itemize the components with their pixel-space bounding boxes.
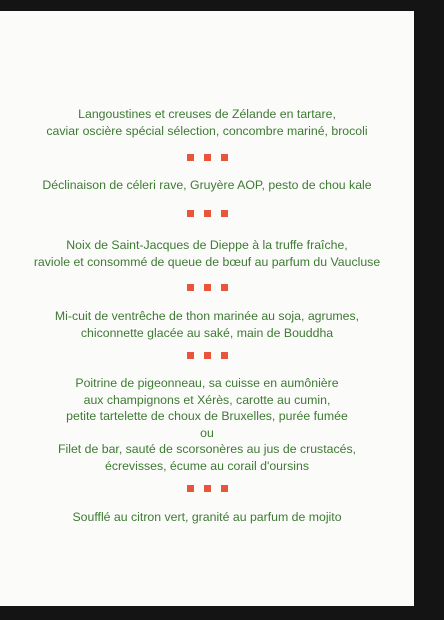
divider-square (204, 284, 211, 291)
course-4 (0, 308, 414, 341)
divider-3 (0, 284, 414, 291)
divider-5 (0, 485, 414, 492)
divider-square (221, 154, 228, 161)
divider-2 (0, 210, 414, 217)
divider-square (187, 154, 194, 161)
course-5-line-6: écrevisses, écume au corail d'oursins (105, 458, 309, 473)
course-5-line-3: petite tartelette de choux de Bruxelles, purée fumée (66, 409, 348, 423)
course-3-line-1: Noix de Saint-Jacques de Dieppe à la truffe fraîche, (66, 238, 348, 252)
divider-square (187, 352, 194, 359)
divider-square (221, 210, 228, 217)
divider-1 (0, 154, 414, 161)
menu-card (0, 11, 414, 606)
course-1-line-2: caviar oscière spécial sélection, concombre mariné, brocoli (46, 123, 368, 138)
course-4-line-2: chiconnette glacée au saké, main de Bouddha (80, 325, 334, 340)
course-2 (0, 177, 414, 194)
divider-square (221, 284, 228, 291)
divider-square (187, 210, 194, 217)
course-1 (0, 106, 414, 139)
divider-square (187, 284, 194, 291)
divider-4 (0, 352, 414, 359)
course-3-line-2: raviole et consommé de queue de bœuf au parfum du Vaucluse (33, 254, 381, 269)
divider-square (221, 352, 228, 359)
divider-square (221, 485, 228, 492)
divider-square (204, 485, 211, 492)
course-5-line-2: aux champignons et Xérès, carotte au cumin, (83, 392, 331, 407)
course-5-line-5: Filet de bar, sauté de scorsonères au jus de crustacés, (57, 442, 357, 456)
course-5 (0, 375, 414, 474)
course-3 (0, 237, 414, 270)
course-5-line-1: Poitrine de pigeonneau, sa cuisse en aumônière (75, 376, 339, 390)
divider-square (204, 154, 211, 161)
divider-square (187, 485, 194, 492)
course-1-line-1: Langoustines et creuses de Zélande en tartare, (78, 107, 336, 121)
course-5-or-separator: ou (200, 425, 214, 440)
course-6 (0, 509, 414, 526)
divider-square (204, 352, 211, 359)
divider-square (204, 210, 211, 217)
course-6-line-1: Soufflé au citron vert, granité au parfum de mojito (72, 510, 342, 524)
course-2-line-1: Déclinaison de céleri rave, Gruyère AOP, pesto de chou kale (42, 178, 372, 192)
course-4-line-1: Mi-cuit de ventrêche de thon marinée au soja, agrumes, (54, 309, 360, 323)
